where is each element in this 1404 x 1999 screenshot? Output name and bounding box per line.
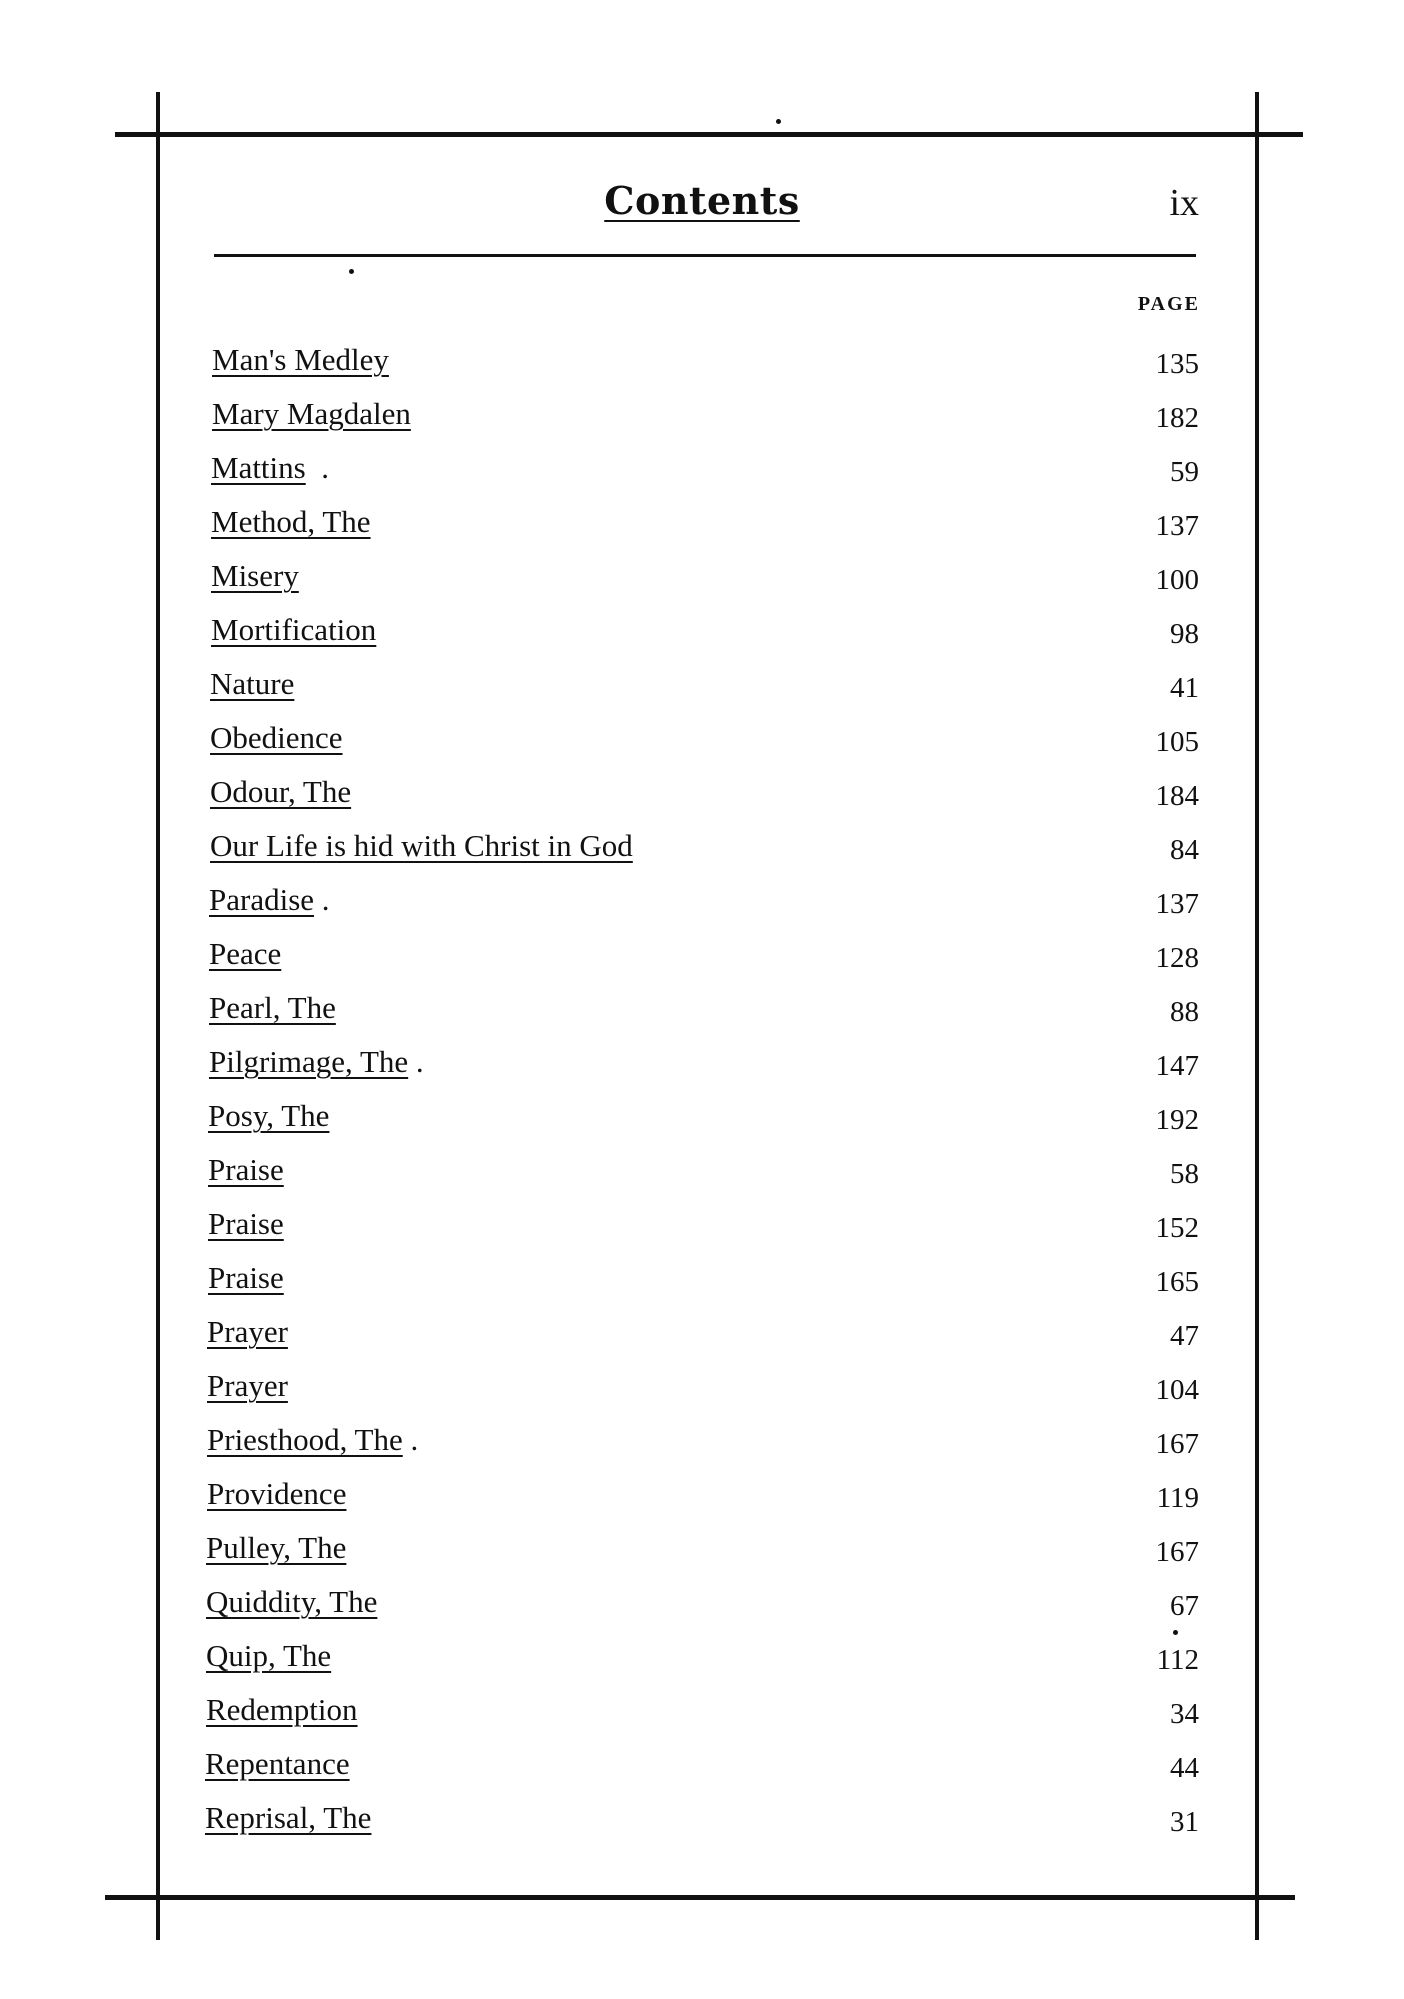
entry-title [206, 1526, 346, 1570]
entry-title-text: Pulley, The [206, 1530, 347, 1565]
entry-title [205, 1796, 371, 1840]
entry-title [208, 1202, 284, 1246]
entry-page-number: 167 [1155, 1536, 1199, 1568]
entry-title [208, 1094, 329, 1138]
entry-page-number: 84 [1170, 834, 1199, 866]
entry-page-number: 88 [1170, 996, 1199, 1028]
contents-entry [0, 824, 1404, 878]
entry-page-number: 192 [1155, 1104, 1199, 1136]
border-bottom [105, 1895, 1295, 1900]
contents-entry [0, 608, 1404, 662]
contents-entry [0, 716, 1404, 770]
entry-title-text: Pilgrimage, The [209, 1044, 409, 1079]
contents-entry [0, 1472, 1404, 1526]
contents-entry [0, 1742, 1404, 1796]
entry-title [210, 770, 351, 814]
contents-entry [0, 1580, 1404, 1634]
contents-entry [0, 878, 1404, 932]
entry-page-number: 135 [1155, 348, 1199, 380]
entry-title [209, 932, 281, 976]
print-speck [349, 269, 354, 274]
contents-entry [0, 338, 1404, 392]
entry-title-text: Our Life is hid with Christ in God [210, 828, 633, 863]
entry-title [207, 1364, 288, 1408]
entry-title [207, 1310, 288, 1354]
entry-title [209, 986, 336, 1030]
page-column-label: PAGE [1137, 293, 1200, 315]
entry-title-text: Praise [208, 1260, 284, 1295]
entry-leader-dot: . [305, 450, 329, 485]
contents-list [0, 338, 1404, 1850]
contents-entry [0, 554, 1404, 608]
contents-entry [0, 770, 1404, 824]
entry-title-text: Repentance [205, 1746, 350, 1781]
entry-title [206, 1580, 377, 1624]
entry-page-number: 104 [1155, 1374, 1199, 1406]
entry-title-text: Paradise [209, 882, 315, 917]
entry-title-text: Man's Medley [212, 342, 389, 377]
entry-title [211, 500, 371, 544]
entry-page-number: 44 [1170, 1752, 1199, 1784]
entry-title-text: Providence [207, 1476, 347, 1511]
contents-entry [0, 1364, 1404, 1418]
page-number: ix [1169, 182, 1199, 224]
entry-page-number: 112 [1156, 1644, 1199, 1676]
contents-entry [0, 1634, 1404, 1688]
header-divider [214, 254, 1196, 257]
entry-title [210, 716, 343, 760]
entry-page-number: 152 [1155, 1212, 1199, 1244]
entry-page-number: 184 [1155, 780, 1199, 812]
entry-leader-dot: . [314, 882, 330, 917]
entry-page-number: 182 [1155, 402, 1199, 434]
entry-page-number: 67 [1170, 1590, 1199, 1622]
entry-leader-dot: . [408, 1044, 424, 1079]
contents-entry [0, 392, 1404, 446]
entry-page-number: 31 [1170, 1806, 1199, 1838]
entry-title-text: Mattins [211, 450, 306, 485]
entry-title-text: Misery [211, 558, 299, 593]
entry-title [210, 824, 633, 868]
contents-entry [0, 500, 1404, 554]
entry-title-text: Pearl, The [209, 990, 336, 1025]
entry-page-number: 165 [1155, 1266, 1199, 1298]
contents-entry [0, 1202, 1404, 1256]
contents-entry [0, 1796, 1404, 1850]
entry-title [208, 1148, 284, 1192]
entry-page-number: 137 [1155, 510, 1199, 542]
entry-title-text: Praise [208, 1152, 284, 1187]
entry-title-text: Quip, The [206, 1638, 332, 1673]
entry-leader-dot: . [402, 1422, 419, 1457]
contents-entry [0, 1256, 1404, 1310]
entry-title [208, 1256, 284, 1300]
entry-title [209, 1040, 424, 1084]
contents-entry [0, 1688, 1404, 1742]
entry-title-text: Odour, The [210, 774, 352, 809]
contents-entry [0, 1418, 1404, 1472]
entry-title-text: Praise [208, 1206, 284, 1241]
entry-title-text: Priesthood, The [207, 1422, 403, 1457]
entry-title-text: Method, The [211, 504, 371, 539]
entry-title [206, 1688, 358, 1732]
entry-page-number: 59 [1170, 456, 1199, 488]
entry-page-number: 137 [1155, 888, 1199, 920]
entry-page-number: 167 [1155, 1428, 1199, 1460]
entry-title [212, 338, 389, 382]
border-top [115, 132, 1303, 137]
entry-title-text: Reprisal, The [205, 1800, 372, 1835]
entry-page-number: 98 [1170, 618, 1199, 650]
page-title: Contents [604, 178, 800, 223]
entry-page-number: 58 [1170, 1158, 1199, 1190]
entry-page-number: 119 [1156, 1482, 1199, 1514]
entry-page-number: 147 [1155, 1050, 1199, 1082]
entry-page-number: 105 [1155, 726, 1199, 758]
contents-entry [0, 446, 1404, 500]
contents-entry [0, 662, 1404, 716]
entry-title [211, 608, 376, 652]
entry-title [209, 878, 330, 922]
entry-title-text: Mary Magdalen [212, 396, 411, 431]
entry-title-text: Redemption [206, 1692, 358, 1727]
entry-title-text: Mortification [211, 612, 377, 647]
entry-title-text: Posy, The [208, 1098, 330, 1133]
entry-title-text: Nature [210, 666, 295, 701]
entry-title [207, 1418, 418, 1462]
entry-title-text: Quiddity, The [206, 1584, 378, 1619]
contents-entry [0, 1094, 1404, 1148]
entry-title-text: Obedience [210, 720, 343, 755]
print-speck [776, 119, 781, 124]
entry-page-number: 128 [1155, 942, 1199, 974]
entry-title-text: Prayer [207, 1368, 288, 1403]
entry-title [206, 1634, 331, 1678]
entry-title-text: Peace [209, 936, 282, 971]
contents-entry [0, 986, 1404, 1040]
contents-entry [0, 1310, 1404, 1364]
contents-entry [0, 1148, 1404, 1202]
entry-title [210, 662, 294, 706]
entry-title [211, 446, 329, 490]
entry-page-number: 34 [1170, 1698, 1199, 1730]
entry-page-number: 47 [1170, 1320, 1199, 1352]
entry-title [205, 1742, 350, 1786]
contents-entry [0, 932, 1404, 986]
entry-title [211, 554, 299, 598]
entry-page-number: 41 [1170, 672, 1199, 704]
entry-title [212, 392, 411, 436]
entry-page-number: 100 [1155, 564, 1199, 596]
contents-entry [0, 1040, 1404, 1094]
entry-title [207, 1472, 346, 1516]
entry-title-text: Prayer [207, 1314, 288, 1349]
contents-entry [0, 1526, 1404, 1580]
